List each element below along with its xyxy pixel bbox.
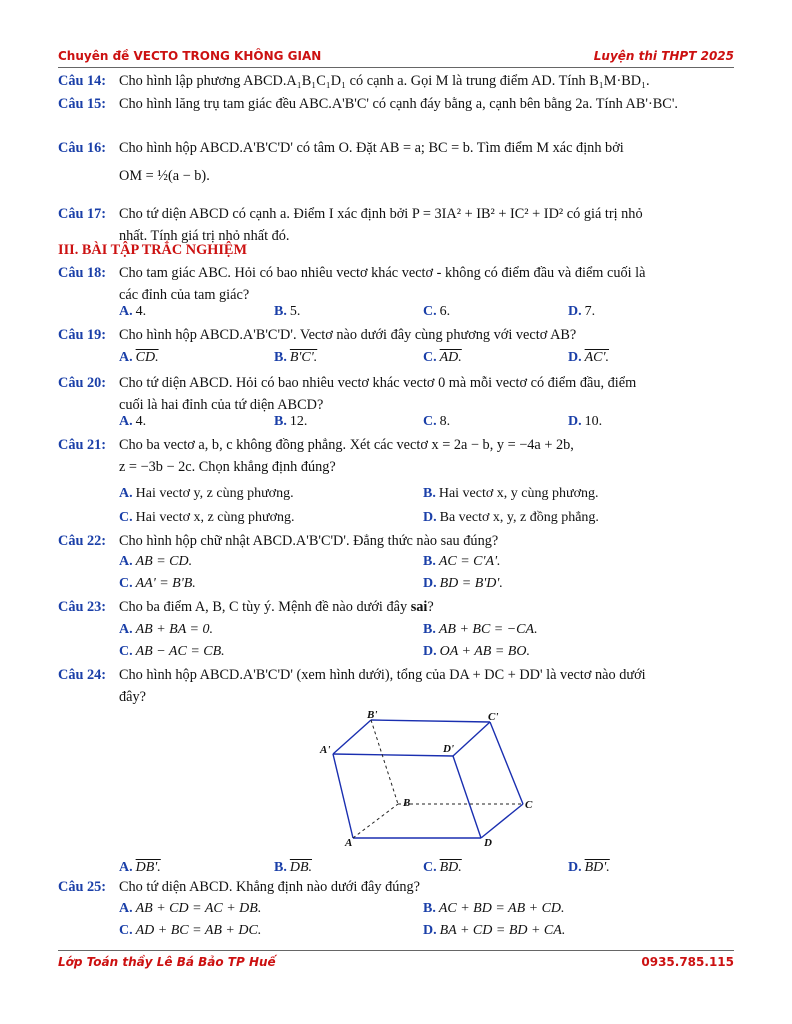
question-label: Câu 19:: [58, 327, 107, 343]
question-15: [58, 93, 734, 115]
question-text: Cho tam giác ABC. Hỏi có bao nhiêu vectơ khác vectơ - không có điểm đầu và điểm cuối là: [119, 265, 646, 281]
option-b[interactable]: B. 12.: [274, 414, 308, 429]
question-label: Câu 17:: [58, 206, 107, 222]
page-header: [58, 49, 734, 68]
question-label: Câu 21:: [58, 437, 107, 453]
question-label: Câu 15:: [58, 96, 107, 112]
question-text: Cho ba vectơ a, b, c không đồng phẳng. Xét các vectơ x = 2a − b, y = −4a + 2b,: [119, 437, 574, 453]
question-label: Câu 23:: [58, 599, 107, 615]
footer-phone: 0935.785.115: [641, 955, 734, 969]
option-b[interactable]: B. B'C'.: [274, 350, 318, 365]
question-text: Cho tứ diện ABCD. Khẳng định nào dưới đây đúng?: [119, 879, 421, 895]
hidden-edge-a-b: [353, 804, 398, 838]
question-20: [58, 372, 734, 416]
option-d[interactable]: D. Ba vectơ x, y, z đồng phẳng.: [423, 510, 599, 525]
edge-ap-dp: [333, 754, 453, 756]
question-25: [58, 876, 734, 898]
question-label: Câu 20:: [58, 375, 107, 391]
question-14: [58, 70, 734, 92]
parallelepiped-figure: [318, 708, 538, 850]
question-text-cont: đây?: [119, 689, 146, 705]
page-footer: [58, 950, 734, 969]
question-23: [58, 596, 734, 618]
option-a[interactable]: A. AB = CD.: [119, 554, 193, 569]
question-24: [58, 664, 734, 708]
option-b[interactable]: B. AC + BD = AB + CD.: [423, 901, 565, 916]
question-text: Cho hình lập phương ABCD.A₁B₁C₁D₁ có cạnh a. Gọi M là trung điểm AD. Tính B₁M·BD₁.: [119, 73, 650, 89]
question-text: Cho hình hộp chữ nhật ABCD.A'B'C'D'. Đẳng thức nào sau đúng?: [119, 533, 499, 549]
label-ap: A': [320, 744, 331, 756]
section-title: III. BÀI TẬP TRẮC NGHIỆM: [58, 242, 247, 258]
question-text: Cho hình hộp ABCD.A'B'C'D' có tâm O. Đặt AB = a; BC = b. Tìm điểm M xác định bởi: [119, 140, 624, 156]
option-d[interactable]: D. OA + AB = BO.: [423, 644, 530, 659]
option-d[interactable]: D. BD'.: [568, 860, 610, 875]
header-exam: Luyện thi THPT 2025: [593, 49, 734, 63]
question-text: Cho tứ diện ABCD. Hỏi có bao nhiêu vectơ khác vectơ 0 mà mỗi vectơ có điểm đầu, điểm: [119, 375, 637, 391]
option-a[interactable]: A. CD.: [119, 350, 159, 365]
question-22: [58, 530, 734, 552]
option-d[interactable]: D. BA + CD = BD + CA.: [423, 923, 566, 938]
option-a[interactable]: A. DB'.: [119, 860, 161, 875]
question-label: Câu 18:: [58, 265, 107, 281]
label-d: D: [484, 837, 492, 849]
option-b[interactable]: B. 5.: [274, 304, 301, 319]
question-text: Cho hình hộp ABCD.A'B'C'D'. Vectơ nào dưới đây cùng phương với vectơ AB?: [119, 327, 577, 343]
label-dp: D': [443, 743, 454, 755]
edge-bp-cp: [371, 720, 490, 722]
option-d[interactable]: D. AC'.: [568, 350, 610, 365]
question-text: Cho ba điểm A, B, C tùy ý. Mệnh đề nào dưới đây sai?: [119, 599, 434, 615]
option-a[interactable]: A. AB + CD = AC + DB.: [119, 901, 262, 916]
question-text-cont: cuối là hai đỉnh của tứ diện ABCD?: [119, 397, 324, 413]
question-label: Câu 24:: [58, 667, 107, 683]
question-17: [58, 203, 734, 247]
option-a[interactable]: A. Hai vectơ y, z cùng phương.: [119, 486, 294, 501]
edge-dp-d: [453, 756, 481, 838]
question-label: Câu 25:: [58, 879, 107, 895]
option-b[interactable]: B. Hai vectơ x, y cùng phương.: [423, 486, 599, 501]
edge-ap-bp: [333, 720, 371, 754]
option-d[interactable]: D. 10.: [568, 414, 603, 429]
label-bp: B': [367, 709, 378, 721]
question-19: [58, 324, 734, 346]
label-c: C: [525, 799, 533, 811]
option-c[interactable]: C. AD + BC = AB + DC.: [119, 923, 262, 938]
option-c[interactable]: C. 6.: [423, 304, 451, 319]
question-label: Câu 16:: [58, 140, 107, 156]
header-topic: Chuyên đề VECTO TRONG KHÔNG GIAN: [58, 49, 322, 63]
label-cp: C': [488, 711, 499, 723]
footer-teacher: Lớp Toán thầy Lê Bá Bảo TP Huế: [58, 955, 276, 969]
question-text: Cho hình hộp ABCD.A'B'C'D' (xem hình dưới), tổng của DA + DC + DD' là vectơ nào dưới: [119, 667, 646, 683]
question-18: [58, 262, 734, 306]
option-b[interactable]: B. AB + BC = −CA.: [423, 622, 538, 637]
option-d[interactable]: D. BD = B'D'.: [423, 576, 503, 591]
option-d[interactable]: D. 7.: [568, 304, 596, 319]
option-c[interactable]: C. Hai vectơ x, z cùng phương.: [119, 510, 295, 525]
option-a[interactable]: A. AB + BA = 0.: [119, 622, 213, 637]
option-c[interactable]: C. AB − AC = CB.: [119, 644, 225, 659]
question-21: [58, 434, 734, 478]
hidden-edge-bp-b: [371, 720, 398, 804]
label-a: A: [345, 837, 353, 849]
question-label: Câu 14:: [58, 73, 107, 89]
option-b[interactable]: B. AC = C'A'.: [423, 554, 501, 569]
option-c[interactable]: C. 8.: [423, 414, 451, 429]
option-b[interactable]: B. DB.: [274, 860, 313, 875]
edge-ap-a: [333, 754, 353, 838]
option-a[interactable]: A. 4.: [119, 304, 147, 319]
question-text-cont: các đỉnh của tam giác?: [119, 287, 250, 303]
option-c[interactable]: C. AA' = B'B.: [119, 576, 196, 591]
question-formula: OM = ½(a − b).: [119, 168, 210, 184]
edge-cp-c: [490, 722, 523, 804]
question-text-cont: z = −3b − 2c. Chọn khẳng định đúng?: [119, 459, 336, 475]
question-text: Cho tứ diện ABCD có cạnh a. Điểm I xác định bởi P = 3IA² + IB² + IC² + ID² có giá trị nhỏ: [119, 206, 643, 222]
question-text-cont: nhất. Tính giá trị nhỏ nhất đó.: [119, 228, 290, 244]
edge-d-c: [481, 804, 523, 838]
question-text: Cho hình lăng trụ tam giác đều ABC.A'B'C' có cạnh đáy bằng a, cạnh bên bằng 2a. Tính AB'·BC'.: [119, 96, 678, 112]
option-c[interactable]: C. BD.: [423, 860, 462, 875]
question-16: [58, 137, 734, 187]
option-a[interactable]: A. 4.: [119, 414, 147, 429]
edge-cp-dp: [453, 722, 490, 756]
option-c[interactable]: C. AD.: [423, 350, 462, 365]
label-b: B: [403, 797, 411, 809]
question-label: Câu 22:: [58, 533, 107, 549]
